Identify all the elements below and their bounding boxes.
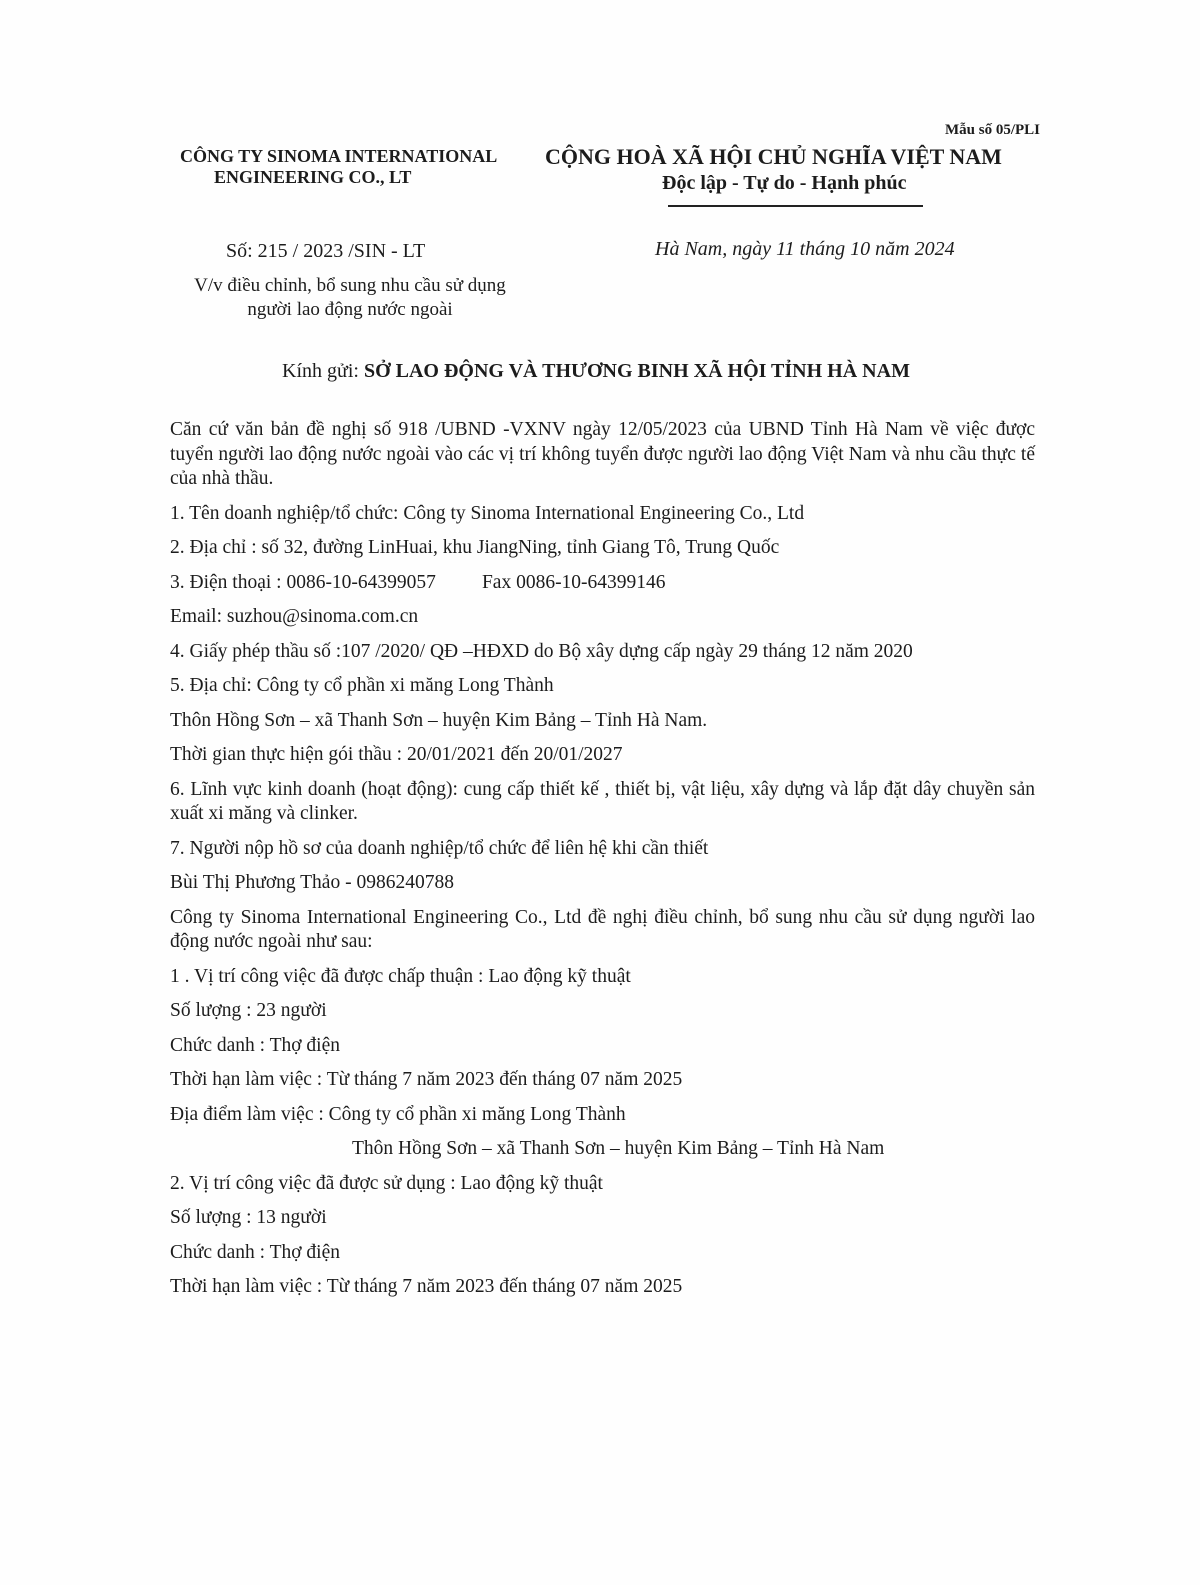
company-name-block <box>180 146 497 188</box>
intro-paragraph: Căn cứ văn bản đề nghị số 918 /UBND -VXNV ngày 12/05/2023 của UBND Tỉnh Hà Nam về việc được tuyển người lao động nước ngoài vào các vị trí không tuyển được người lao động Việt Nam và nhu cầu thực tế của nhà thầu. <box>170 419 1035 489</box>
position2-title: 2. Vị trí công việc đã được sử dụng : Lao động kỹ thuật <box>170 1172 603 1194</box>
position2-role: Chức danh : Thợ điện <box>170 1241 340 1263</box>
item-contact-person: 7. Người nộp hồ sơ của doanh nghiệp/tổ chức để liên hệ khi cần thiết <box>170 837 709 859</box>
email-line: Email: suzhou@sinoma.com.cn <box>170 606 419 627</box>
document-subject: V/v điều chỉnh, bổ sung nhu cầu sử dụng người lao động nước ngoài <box>194 275 506 320</box>
recipient-prefix: Kính gửi: <box>282 360 364 382</box>
position1-title: 1 . Vị trí công việc đã được chấp thuận : Lao động kỹ thuật <box>170 965 631 987</box>
national-motto: Độc lập - Tự do - Hạnh phúc <box>662 172 907 194</box>
project-period: Thời gian thực hiện gói thầu : 20/01/2021 đến 20/01/2027 <box>170 744 623 765</box>
contact-name-phone: Bùi Thị Phương Thảo - 0986240788 <box>170 872 454 893</box>
company-name-line2: ENGINEERING CO., LT <box>214 167 412 187</box>
fax-number: Fax 0086-10-64399146 <box>481 571 666 593</box>
document-body <box>170 418 1035 1300</box>
motto-underline <box>668 205 923 207</box>
item-phone-fax <box>170 571 1035 596</box>
phone-number: 3. Điện thoại : 0086-10-64399057 <box>170 571 436 593</box>
position2-term: Thời hạn làm việc : Từ tháng 7 năm 2023 đến tháng 07 năm 2025 <box>170 1276 683 1297</box>
position1-workplace: Địa điểm làm việc : Công ty cổ phần xi măng Long Thành <box>170 1103 626 1125</box>
project-location: Thôn Hồng Sơn – xã Thanh Sơn – huyện Kim Bảng – Tỉnh Hà Nam. <box>170 709 708 731</box>
item-license: 4. Giấy phép thầu số :107 /2020/ QĐ –HĐXD do Bộ xây dựng cấp ngày 29 tháng 12 năm 2020 <box>170 640 913 662</box>
item-business-field: 6. Lĩnh vực kinh doanh (hoạt động): cung cấp thiết kế , thiết bị, vật liệu, xây dựng và lắp đặt dây chuyền sản xuất xi măng và clinker. <box>170 778 1035 824</box>
position1-term: Thời hạn làm việc : Từ tháng 7 năm 2023 đến tháng 07 năm 2025 <box>170 1069 683 1090</box>
company-name-line1: CÔNG TY SINOMA INTERNATIONAL <box>180 146 498 166</box>
position1-quantity: Số lượng : 23 người <box>170 1000 327 1021</box>
request-paragraph: Công ty Sinoma International Engineering Co., Ltd đề nghị điều chỉnh, bổ sung nhu cầu sử dụng người lao động nước ngoài như sau: <box>170 906 1035 952</box>
place-and-date: Hà Nam, ngày 11 tháng 10 năm 2024 <box>655 238 955 260</box>
position2-quantity: Số lượng : 13 người <box>170 1207 327 1228</box>
form-code: Mẫu số 05/PLI <box>944 122 1040 138</box>
item-project-address: 5. Địa chỉ: Công ty cổ phần xi măng Long Thành <box>170 675 554 696</box>
position1-workplace-address: Thôn Hồng Sơn – xã Thanh Sơn – huyện Kim Bảng – Tỉnh Hà Nam <box>352 1138 885 1159</box>
item-address: 2. Địa chỉ : số 32, đường LinHuai, khu JiangNing, tỉnh Giang Tô, Trung Quốc <box>170 537 780 558</box>
item-company-name: 1. Tên doanh nghiệp/tổ chức: Công ty Sinoma International Engineering Co., Ltd <box>170 502 805 524</box>
national-title: CỘNG HOÀ XÃ HỘI CHỦ NGHĨA VIỆT NAM <box>545 144 1002 169</box>
position1-role: Chức danh : Thợ điện <box>170 1034 340 1056</box>
recipient-name: SỞ LAO ĐỘNG VÀ THƯƠNG BINH XÃ HỘI TỈNH HÀ NAM <box>363 360 910 382</box>
document-number: Số: 215 / 2023 /SIN - LT <box>226 240 426 262</box>
recipient-line <box>282 360 910 383</box>
